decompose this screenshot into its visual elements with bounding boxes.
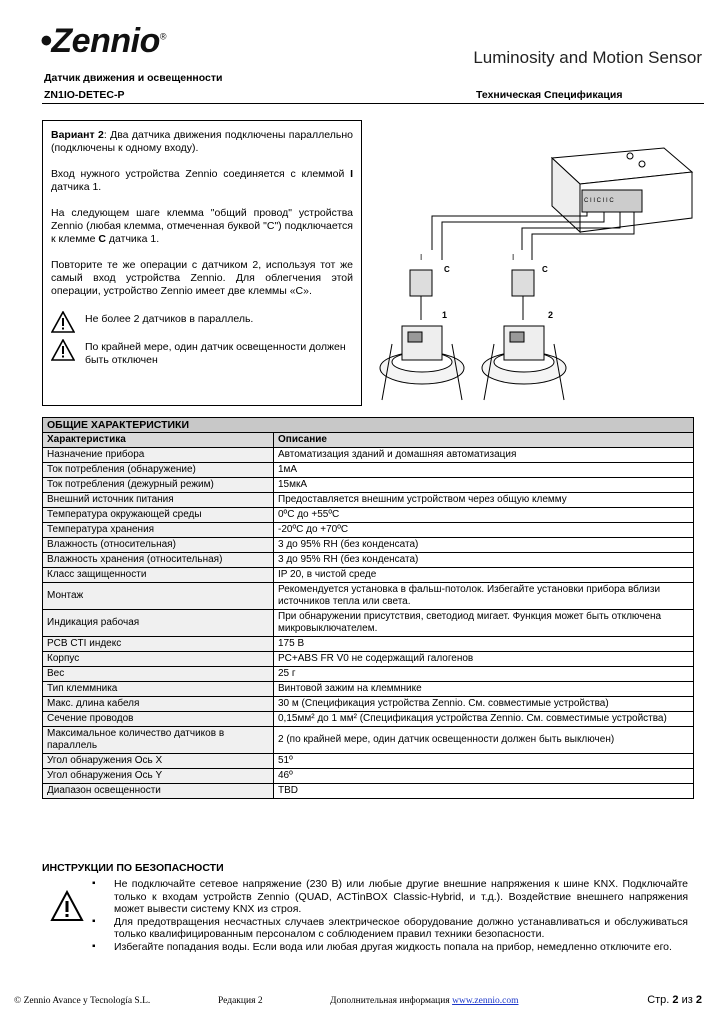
description-cell: 15мкА (274, 478, 694, 493)
product-subtitle: Датчик движения и освещенности (44, 72, 223, 84)
warning-luminosity (51, 339, 353, 367)
characteristic-cell: Температура окружающей среды (43, 508, 274, 523)
table-section-row (43, 418, 694, 433)
characteristic-cell: Сечение проводов (43, 712, 274, 727)
table-row (43, 667, 694, 682)
safety-item: ▪ Избегайте попадания воды. Если вода или любая другая жидкость попала на прибор, немедленно отключите его. (92, 941, 688, 954)
characteristic-cell: Тип клеммника (43, 682, 274, 697)
description-cell: 51º (274, 754, 694, 769)
table-row (43, 637, 694, 652)
table-row (43, 493, 694, 508)
sensor-2 (482, 326, 566, 400)
safety-item: ▪ Для предотвращения несчастных случаев электрическое оборудование должно устанавливаться и обслуживаться только квалифицированным персоналом с соблюдением правил техники безопасности. (92, 916, 688, 941)
table-body (43, 448, 694, 799)
warning-max-sensors-text: Не более 2 датчиков в параллель. (85, 313, 254, 325)
connector-1 (410, 270, 432, 320)
description-cell: 2 (по крайней мере, один датчик освещенности должен быть выключен) (274, 727, 694, 754)
variant-2-box (42, 120, 362, 406)
characteristic-cell: Класс защищенности (43, 568, 274, 583)
table-row (43, 769, 694, 784)
table-row (43, 523, 694, 538)
characteristic-cell: Максимальное количество датчиков в параллель (43, 727, 274, 754)
table-row (43, 583, 694, 610)
table-row (43, 754, 694, 769)
description-cell: 1мА (274, 463, 694, 478)
table-row (43, 697, 694, 712)
description-cell: 46º (274, 769, 694, 784)
page-sep: из (681, 994, 693, 1006)
product-model: ZN1IO-DETEC-P (44, 89, 125, 101)
characteristic-cell: Внешний источник питания (43, 493, 274, 508)
connector-2 (512, 270, 534, 320)
characteristic-cell: Вес (43, 667, 274, 682)
variant-step-1 (51, 168, 353, 194)
column-header-characteristic: Характеристика (43, 433, 274, 448)
characteristic-cell: Влажность хранения (относительная) (43, 553, 274, 568)
safety-item: ▪ Не подключайте сетевое напряжение (230 В) или любые другие внешние напряжения к шине KNX. Подключайте только к входам устройств Zennio (QUAD, ACTinBOX Classic-Hybrid, и т.д.). Воздействие внешнего напряжения может вывести систему KNX из строя. (92, 878, 688, 916)
step2-terminal: C (98, 233, 106, 245)
diagram-label-c-2: C (542, 265, 548, 274)
zennio-logo (40, 22, 166, 61)
footer-revision: Редакция 2 (218, 996, 263, 1006)
step1-terminal: I (350, 168, 353, 180)
sensor-1 (380, 326, 464, 400)
step1-text-b: датчика 1. (51, 181, 102, 193)
page-current: 2 (672, 994, 679, 1006)
description-cell: 25 г (274, 667, 694, 682)
table-row (43, 448, 694, 463)
description-cell: 30 м (Спецификация устройства Zennio. См. совместимые устройства) (274, 697, 694, 712)
characteristic-cell: PCB CTI индекс (43, 637, 274, 652)
warning-luminosity-text: По крайней мере, один датчик освещенности должен быть отключен (85, 341, 346, 366)
wires (432, 212, 634, 260)
characteristic-cell: Ток потребления (обнаружение) (43, 463, 274, 478)
description-cell: 175 В (274, 637, 694, 652)
warning-max-sensors (51, 311, 353, 333)
characteristic-cell: Корпус (43, 652, 274, 667)
characteristic-cell: Индикация рабочая (43, 610, 274, 637)
page-number (647, 994, 702, 1006)
characteristic-cell: Монтаж (43, 583, 274, 610)
variant-label: Вариант 2 (51, 129, 104, 141)
description-cell: Винтовой зажим на клеммнике (274, 682, 694, 697)
table-row (43, 568, 694, 583)
warning-icon (51, 311, 75, 333)
page-total: 2 (695, 994, 702, 1006)
characteristic-cell: Влажность (относительная) (43, 538, 274, 553)
footer-company: © Zennio Avance y Tecnología S.L. (14, 996, 151, 1006)
characteristic-cell: Макс. длина кабеля (43, 697, 274, 712)
safety-list (92, 878, 688, 953)
diagram-label-c-1: C (444, 265, 450, 274)
table-row (43, 652, 694, 667)
table-row (43, 727, 694, 754)
description-cell: При обнаружении присутствия, светодиод мигает. Функция может быть отключена микровыключателем. (274, 610, 694, 637)
sensor-2-label: 2 (548, 310, 554, 320)
variant-step-2 (51, 207, 353, 246)
description-cell: 3 до 95% RH (без конденсата) (274, 538, 694, 553)
characteristic-cell: Температура хранения (43, 523, 274, 538)
table-section-title: ОБЩИЕ ХАРАКТЕРИСТИКИ (43, 418, 694, 433)
column-header-description: Описание (274, 433, 694, 448)
description-cell: Автоматизация зданий и домашняя автоматизация (274, 448, 694, 463)
footer-website-link[interactable]: www.zennio.com (452, 996, 519, 1006)
characteristic-cell: Назначение прибора (43, 448, 274, 463)
description-cell: Предоставляется внешним устройством через общую клемму (274, 493, 694, 508)
document-title: Luminosity and Motion Sensor (473, 48, 702, 67)
table-row (43, 682, 694, 697)
device-terminals-label: C I I C I I C (584, 198, 614, 204)
characteristic-cell: Ток потребления (дежурный режим) (43, 478, 274, 493)
wiring-diagram (372, 120, 704, 410)
step2-text-a: На следующем шаге клемма "общий провод" устройства Zennio (любая клемма, отмеченная буквой "C") подключается к клемме (51, 207, 353, 245)
description-cell: PC+ABS FR V0 не содержащий галогенов (274, 652, 694, 667)
description-cell: -20ºC до +70ºC (274, 523, 694, 538)
characteristic-cell: Угол обнаружения Ось Y (43, 769, 274, 784)
diagram-label-i-2: I (512, 253, 515, 262)
table-row (43, 463, 694, 478)
spec-label: Техническая Спецификация (476, 89, 623, 101)
safety-title: ИНСТРУКЦИИ ПО БЕЗОПАСНОСТИ (42, 862, 224, 874)
general-characteristics-table (42, 417, 694, 799)
description-cell: 3 до 95% RH (без конденсата) (274, 553, 694, 568)
variant-step-3: Повторите те же операции с датчиком 2, используя тот же самый вход устройства Zennio. Для облегчения этой операции, устройство Zennio имеет две клеммы «С». (51, 259, 353, 297)
characteristic-cell: Диапазон освещенности (43, 784, 274, 799)
table-row (43, 538, 694, 553)
characteristic-cell: Угол обнаружения Ось X (43, 754, 274, 769)
table-row (43, 712, 694, 727)
table-row (43, 508, 694, 523)
description-cell: 0,15мм² до 1 мм² (Спецификация устройства Zennio. См. совместимые устройства) (274, 712, 694, 727)
logo-text: Zennio (51, 22, 160, 60)
table-row (43, 610, 694, 637)
page-prefix: Стр. (647, 994, 670, 1006)
diagram-label-i-1: I (420, 253, 423, 262)
logo-registered: ® (159, 31, 166, 42)
table-row (43, 784, 694, 799)
description-cell: TBD (274, 784, 694, 799)
description-cell: Рекомендуется установка в фальш-потолок. Избегайте установки прибора вблизи источников тепла или света. (274, 583, 694, 610)
footer-info (330, 996, 519, 1006)
step1-text-a: Вход нужного устройства Zennio соединяется с клеммой (51, 168, 351, 180)
sensor-1-label: 1 (442, 310, 448, 320)
variant-intro (51, 129, 353, 155)
safety-warning-icon (50, 890, 84, 922)
variant-intro-text: : Два датчика движения подключены параллельно (подключены к одному входу). (51, 129, 353, 154)
header-divider (42, 103, 704, 104)
logo-dots: • (40, 22, 52, 60)
table-header-row (43, 433, 694, 448)
zennio-device (552, 148, 692, 232)
table-row (43, 553, 694, 568)
description-cell: IP 20, в чистой среде (274, 568, 694, 583)
description-cell: 0ºC до +55ºC (274, 508, 694, 523)
footer-info-label: Дополнительная информация (330, 996, 450, 1006)
table-row (43, 478, 694, 493)
step2-text-b: датчика 1. (105, 233, 160, 245)
warning-icon (51, 339, 75, 361)
